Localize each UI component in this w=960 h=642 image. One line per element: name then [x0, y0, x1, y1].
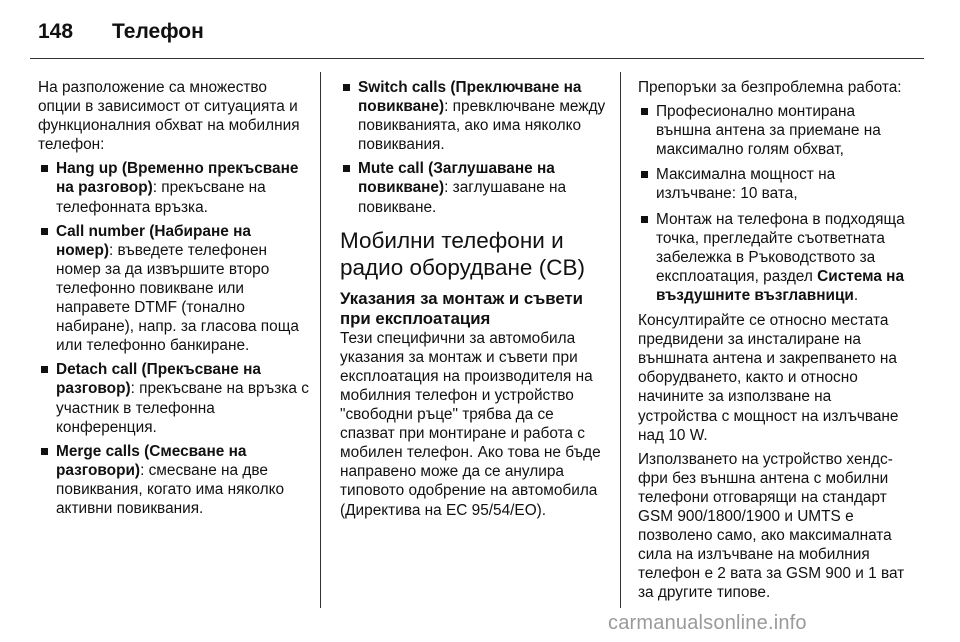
- item-end: .: [853, 286, 859, 304]
- option-desc: : смесване на две повиквания, когато има няколко активни повиквания.: [56, 461, 285, 517]
- list-item: [340, 159, 606, 216]
- header-divider: [30, 58, 924, 59]
- list-item: [38, 360, 310, 436]
- list-item: Професионално монтирана външна антена за приемане на максимално голям обхват,: [638, 102, 908, 159]
- item-text: Монтаж на телефона в подходяща точка, прегледайте съответната забележка в Ръководството за експлоатация, раздел: [656, 210, 905, 285]
- column-divider-1: [320, 72, 321, 608]
- option-term: Hang up (Временно прекъсване на разговор): [56, 160, 299, 197]
- section-heading: Мобилни телефони и радио оборудване (CB): [340, 227, 585, 280]
- page-number: 148: [38, 20, 74, 43]
- list-item: [638, 210, 908, 305]
- intro-text: На разположение са множество опции в зависимост от ситуацията и функционалния обхват на мобилния телефон:: [38, 79, 300, 154]
- list-item: [38, 442, 310, 518]
- column-divider-2: [620, 72, 621, 608]
- option-desc: : прекъсване на връзка с участник в телефонна конференция.: [56, 380, 309, 436]
- option-term: Mute call (Заглушаване на повикване): [358, 160, 555, 197]
- recommendation-list: [638, 102, 908, 305]
- option-term: Call number (Набиране на номер): [56, 222, 251, 259]
- option-list: [38, 159, 310, 518]
- option-term: Switch calls (Преключване на повикване): [358, 79, 582, 116]
- list-item: Максимална мощност на излъчване: 10 вата,: [638, 165, 908, 203]
- option-desc: : заглушаване на повикване.: [358, 179, 567, 216]
- list-item: [38, 159, 310, 216]
- intro-text: Препоръки за безпроблемна работа:: [638, 79, 902, 96]
- option-desc: : превключване между повикванията, ако има няколко повиквания.: [358, 98, 606, 154]
- watermark: carmanualsonline.info: [608, 612, 807, 634]
- option-term: Detach call (Прекъсване на разговор): [56, 361, 261, 398]
- body-text: Тези специфични за автомобила указания за монтаж и съвети при експлоатация на производителя на мобилния телефон и устройство "свободни ръце" трябва да се спазват при монтиране и работа с мобилен телефон. Ако това не бъде направено може да се анулира типовото одобрение на автомобила (Директива на ЕС 95/54/ЕО).: [340, 329, 601, 519]
- section-reference: Система на въздушните възглавници: [656, 267, 905, 304]
- page-header: [38, 16, 204, 48]
- body-text: Използването на устройство хендс-фри без външна антена с мобилни телефони отговарящи на стандарт GSM 900/1800/1900 и UMTS е позволено само, ако максималната сила на излъчване на мобилния телефон е 2 вата за GSM 900 и 1 ват за другите типове.: [638, 450, 905, 602]
- option-list: [340, 78, 606, 217]
- list-item: [340, 78, 606, 154]
- column-1: [38, 78, 310, 523]
- option-desc: : въведете телефонен номер за да извършите второ телефонно повикване или направете DTMF (тонално набиране), напр. за гласова поща или телефонно банкиране.: [56, 241, 299, 355]
- option-term: Merge calls (Смесване на разговори): [56, 442, 247, 479]
- body-text: Консултирайте се относно местата предвидени за инсталиране на външната антена и закрепването на оборудването, както и относно начините за използване на устройства с мощност на излъчване над 10 W.: [638, 312, 899, 444]
- subsection-heading: Указания за монтаж и съвети при експлоатация: [340, 288, 583, 328]
- list-item: [38, 222, 310, 356]
- option-desc: : прекъсване на телефонната връзка.: [56, 179, 266, 216]
- column-3: [638, 78, 908, 607]
- page-title: Телефон: [112, 20, 204, 43]
- column-2: [340, 78, 606, 525]
